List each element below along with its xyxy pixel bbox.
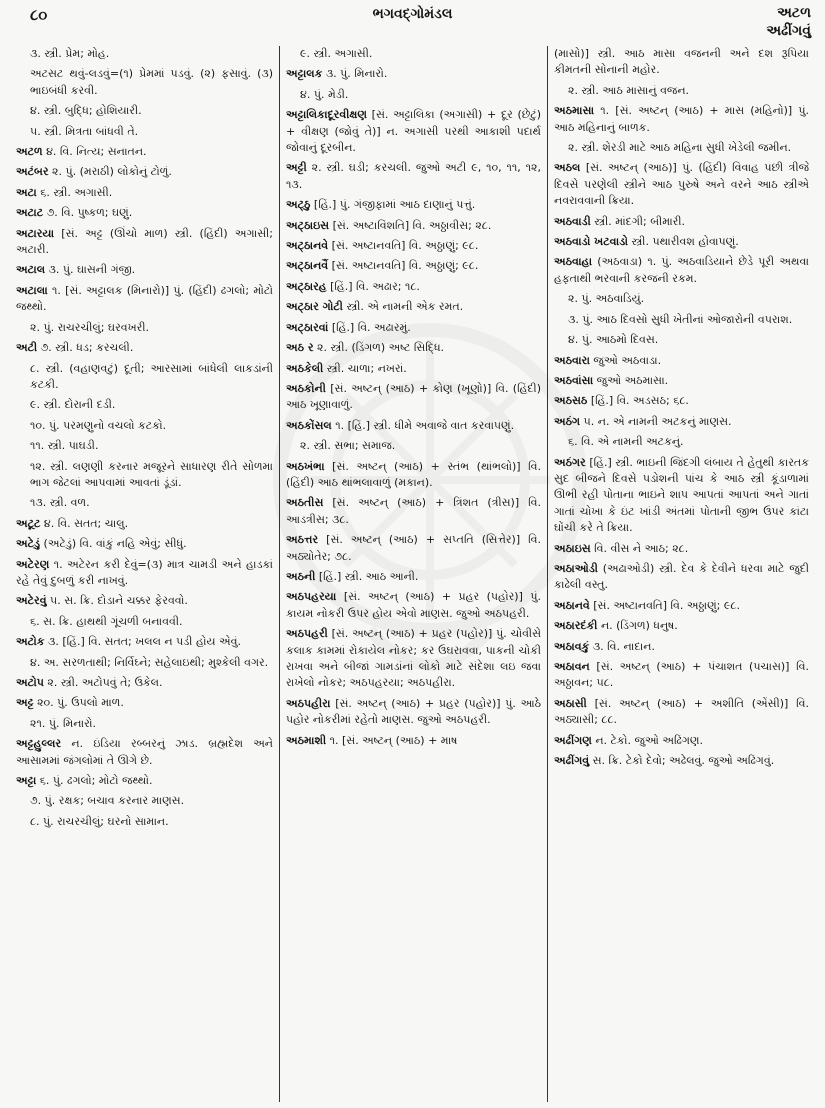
column-3 bbox=[548, 46, 815, 1102]
dictionary-entry bbox=[286, 160, 541, 193]
entry-headword: અટ્ઠાર ગોટી bbox=[286, 300, 343, 314]
column-1 bbox=[10, 46, 280, 1102]
entry-headword: અટ્ઠુ bbox=[286, 198, 311, 212]
entry-definition: [સં. અષ્ટન્ (આઠ) + પ્રહર (પહોર)] પું. આઠે પહોર નોકરીમાં રહેતો માણસ. જુઓ અઠપહરી. bbox=[286, 696, 541, 727]
page-number: ૮૦ bbox=[30, 6, 48, 24]
entry-headword: અટી bbox=[16, 341, 38, 355]
entry-definition: સ્ત્રી. એ નામની એક રમત. bbox=[342, 300, 464, 314]
dictionary-entry bbox=[286, 381, 541, 414]
entry-definition: [સં. અષ્ટન્ (આઠ) + ત્રિંશત (ત્રીસ)] વિ. આડત્રીસ; ૩૮. bbox=[286, 496, 541, 526]
dictionary-entry bbox=[554, 696, 809, 729]
dictionary-entry bbox=[16, 516, 273, 532]
dictionary-entry bbox=[16, 164, 273, 180]
entry-headword: અટ્ટાલિકાદૂરવીક્ષણ bbox=[286, 108, 367, 122]
entry-headword: અઠવાંસા bbox=[554, 373, 594, 387]
entry-definition: ૧. [સં. અટ્ટાલક (મિનારો)] પું. (હિંદી) ઢગલો; મોટો જથ્થો. bbox=[16, 283, 273, 314]
entry-headword: અઢીંગણ bbox=[554, 733, 592, 747]
guide-word-top: અટળ bbox=[777, 5, 811, 21]
entry-definition: ૭. પું. રક્ષક; બચાવ કરનાર માણસ. bbox=[30, 794, 185, 808]
entry-headword: અટેરવું bbox=[16, 594, 47, 608]
dictionary-entry bbox=[16, 205, 273, 221]
entry-definition: ૭. સ્ત્રી. ધડ; કરચલી. bbox=[37, 341, 134, 355]
entry-definition: [હિં.] વિ. અઢારમું. bbox=[328, 320, 411, 334]
entry-definition: ૨. સ્ત્રી. આઠ માસાનું વજન. bbox=[568, 83, 690, 97]
entry-definition: ૩. પું. ઘાસની ગંજી. bbox=[45, 263, 136, 277]
entry-headword: અઠની bbox=[286, 569, 316, 583]
entry-definition: ૧. [સં. અષ્ટન્ (આઠ) + માસ (મહિનો)] પું. આઠ મહિનાનું બાળક. bbox=[554, 104, 809, 134]
dictionary-entry bbox=[16, 536, 273, 552]
entry-definition: ૫. સ્ત્રી. મિત્રતા બાંધવી તે. bbox=[30, 124, 139, 138]
dictionary-entry bbox=[286, 696, 541, 729]
entry-definition: ૬. વિ. એ નામની અટકનું. bbox=[568, 435, 684, 449]
page-header bbox=[0, 0, 825, 44]
dictionary-entry bbox=[16, 614, 273, 630]
dictionary-entry bbox=[286, 495, 541, 528]
dictionary-entry bbox=[16, 634, 273, 650]
dictionary-entry bbox=[286, 459, 541, 492]
entry-headword: અઠમાશી bbox=[286, 733, 327, 747]
dictionary-entry bbox=[554, 140, 809, 156]
entry-definition: [સં. અષ્ટન્ (આઠ) + સ્તંભ (થાંભલો)] વિ. (હિંદી) આઠ થાંભલાવાળું (મકાન). bbox=[286, 459, 541, 489]
entry-headword: અટ્ટાલક bbox=[286, 67, 323, 81]
entry-definition: ૩. વિ. નાદાન. bbox=[589, 639, 655, 653]
entry-headword: અટોક bbox=[16, 635, 45, 649]
entry-headword: અઠવાડો ખટવાડો bbox=[554, 235, 628, 249]
entry-definition: ૧૧. સ્ત્રી. પાઘડી. bbox=[30, 439, 99, 453]
entry-headword: અટ્ટા bbox=[16, 774, 37, 788]
entry-headword: અઠાનવે bbox=[554, 598, 590, 612]
entry-headword: અટેડું bbox=[16, 537, 41, 551]
dictionary-entry bbox=[286, 626, 541, 692]
dictionary-entry bbox=[16, 103, 273, 119]
entry-headword: અટા bbox=[16, 185, 37, 199]
entry-definition: ૬. પું. ઢગલો; મોટો જથ્થો. bbox=[36, 774, 153, 788]
entry-definition: [સં. અષ્ટાનવતિ] વિ. અઠ્ઠાણું; ૯૮. bbox=[328, 259, 479, 273]
dictionary-entry bbox=[554, 541, 809, 557]
entry-definition: ૧૦. પું. પરમણુનો વચલો કટકો. bbox=[30, 418, 167, 432]
entry-definition: ૨. પું. રાચરચીલું; ઘરવખરી. bbox=[30, 320, 150, 334]
dictionary-entry bbox=[286, 320, 541, 336]
dictionary-entry bbox=[554, 291, 809, 307]
entry-definition: સ્ત્રી. માંદગી; બીમારી. bbox=[590, 214, 685, 228]
entry-definition: [સં. અષ્ટન્ (આઠ) + અશીતિ (એંસી)] વિ. અઠ્યાસી; ૮૮. bbox=[554, 696, 809, 727]
entry-definition: ૩. પું. આઠ દિવસો સુધી ખેતીનાં ઓજારોની વપરાશ. bbox=[568, 312, 793, 326]
dictionary-entry bbox=[554, 639, 809, 655]
entry-definition: ૩. પું. મિનારો. bbox=[322, 67, 388, 81]
dictionary-entry bbox=[16, 361, 273, 394]
entry-definition: વિ. વીસ ને આઠ; ૨૮. bbox=[590, 541, 689, 555]
entry-headword: અટાલા bbox=[16, 283, 48, 297]
entry-headword: અટેરણ bbox=[16, 557, 50, 571]
entry-headword: અઠાસી bbox=[554, 696, 587, 710]
dictionary-entry bbox=[16, 814, 273, 830]
dictionary-entry bbox=[16, 66, 273, 99]
dictionary-entry bbox=[16, 736, 273, 769]
entry-definition: ૪. પું. આઠમો દિવસ. bbox=[568, 333, 659, 347]
entry-definition: ૭. વિ. પુષ્કળ; ઘણું. bbox=[43, 206, 133, 220]
dictionary-entry bbox=[554, 332, 809, 348]
entry-definition: ૨૦. પું. ઉપલો માળ. bbox=[33, 696, 124, 710]
entry-definition: [સં. અટ્ટાલિકા (અગાસી) + દૂર (છેટું) + વીક્ષણ (જોવું તે)] ન. અગાસી પરથી આકાશી પદાર્થ જોવાનું દૂરબીન. bbox=[286, 108, 541, 155]
entry-headword: અઠવાડી bbox=[554, 214, 591, 228]
entry-headword: અટંબર bbox=[16, 165, 49, 179]
entry-headword: અઠાવન bbox=[554, 660, 590, 673]
dictionary-columns bbox=[10, 46, 815, 1102]
entry-definition: ૪. સ્ત્રી. બુદ્ધિ; હોશિયારી. bbox=[30, 104, 142, 118]
entry-headword: અઢીંગવું bbox=[554, 754, 590, 768]
entry-headword: અટ્ટહુલ્લર bbox=[16, 737, 62, 751]
dictionary-entry bbox=[554, 618, 809, 634]
entry-definition: ૬. સ. ક્રિ. હાથથી ગૂંચળી બનાવવી. bbox=[30, 614, 183, 628]
entry-definition: ૨૧. પું. મિનારો. bbox=[30, 716, 97, 730]
entry-definition: [સં. અષ્ટન્ (આઠ)] પું. (હિંદી) વિવાહ પછી ત્રીજે દિવસે પરણેલી સ્ત્રીને આઠ પુરુષે અને વરને આઠ સ્ત્રીએ નવરાવવાની ક્રિયા. bbox=[554, 161, 809, 208]
dictionary-entry bbox=[16, 144, 273, 160]
dictionary-entry bbox=[16, 46, 273, 62]
entry-headword: અટ્ઠાનવૈં bbox=[286, 259, 329, 273]
dictionary-entry bbox=[554, 598, 809, 614]
entry-definition: ન. (ડિંગળ) ધનુષ. bbox=[597, 619, 678, 633]
dictionary-entry bbox=[16, 438, 273, 454]
dictionary-entry bbox=[16, 418, 273, 434]
entry-definition: જુઓ અઠમાસા. bbox=[593, 373, 669, 387]
entry-definition: [હિં.] વિ. અઢાર; ૧૮. bbox=[326, 279, 420, 293]
dictionary-entry bbox=[554, 434, 809, 450]
dictionary-entry bbox=[554, 733, 809, 749]
entry-definition: [સં. અષ્ટન્ (આઠ) + પ્રહર (પહોર)] પું. ચોવીસે કલાક કામમાં રોકાયેલ નોકર; કર ઉઘરાવવા, પાકની ચોકી રાખવા અને બીજાં ગામડાંનાં લોકો માટે સંદેશા લઇ જવા રાખેલો નોકર; અઠપહરયા; અઠપહીરા. bbox=[286, 627, 541, 690]
entry-headword: અઠવાહા bbox=[554, 255, 593, 269]
entry-headword: અઠતીસ bbox=[286, 496, 324, 510]
entry-headword: અઠકોની bbox=[286, 381, 326, 395]
entry-definition: ૧. [હિં.] સ્ત્રી. ધીમે અવાજે વાત કરવાપણું. bbox=[331, 418, 515, 432]
entry-definition: અટસટ થવું-લડવું=(૧) પ્રેમમાં પડવું. (૨) ફસાવું. (૩) ભાઇબંધી કરવી. bbox=[30, 67, 273, 97]
entry-definition: [સં. અષ્ટન્ (આઠ) + પ્રહર (પહોર)] પું. કાયમ નોકરી ઉપર હોય એવો માણસ. જુઓ અઠપહરી. bbox=[286, 590, 541, 620]
entry-headword: અઠસઠ bbox=[554, 394, 588, 408]
dictionary-entry bbox=[16, 320, 273, 336]
column-2 bbox=[280, 46, 548, 1102]
dictionary-entry bbox=[286, 258, 541, 274]
entry-headword: અટ્ઠારવાં bbox=[286, 320, 329, 334]
dictionary-entry bbox=[16, 283, 273, 316]
dictionary-entry bbox=[16, 557, 273, 590]
entry-definition: (અઠવાડા) ૧. પું. અઠવાડિયાને છેડે પૂરી અથવા હફતાથી ભરવાની કરજની રકમ. bbox=[554, 255, 809, 285]
entry-headword: અટ્ઠાનવે bbox=[286, 239, 329, 253]
dictionary-entry bbox=[286, 238, 541, 254]
dictionary-entry bbox=[286, 733, 541, 749]
entry-headword: અટ્ટી bbox=[286, 161, 307, 175]
entry-headword: અટ્ઠાઇસ bbox=[286, 218, 330, 232]
entry-headword: અટાટ bbox=[16, 206, 44, 220]
entry-headword: અઠંગ bbox=[554, 414, 581, 428]
dictionary-entry bbox=[554, 373, 809, 389]
dictionary-entry bbox=[16, 185, 273, 201]
dictionary-entry bbox=[554, 659, 809, 692]
entry-headword: અટાલ bbox=[16, 263, 46, 277]
dictionary-entry bbox=[286, 66, 541, 82]
entry-definition: ૮. સ્ત્રી. (વહાણવટું) દૂતી; આરસામાં બાંધેલી લાકડાંની કટકી. bbox=[30, 361, 273, 391]
entry-definition: ૪. પું. મેડી. bbox=[300, 87, 349, 101]
page-title: ભગવદ્ગોમંડલ bbox=[372, 6, 453, 22]
entry-headword: અઠાઓડી bbox=[554, 561, 598, 575]
dictionary-entry bbox=[286, 532, 541, 565]
entry-definition: ૨. પું. અઠવાડિયું. bbox=[568, 292, 645, 306]
entry-definition: ૯. સ્ત્રી. અગાસી. bbox=[300, 47, 373, 60]
entry-definition: ૩. સ્ત્રી. પ્રેમ; મોહ. bbox=[30, 47, 110, 60]
dictionary-entry bbox=[554, 753, 809, 769]
entry-definition: [સં. અષ્ટન્ (આઠ) + સપ્તતિ (સિત્તેર)] વિ. અઠ્યોતેર; ૭૮. bbox=[286, 533, 541, 563]
entry-definition: [હિં.] પું. ગંજીફામાં આઠ દાણાનું પત્તું. bbox=[310, 198, 476, 212]
dictionary-entry bbox=[554, 254, 809, 287]
dictionary-entry bbox=[16, 593, 273, 609]
entry-definition: ૫. સ. ક્રિ. દોડાને ચક્કર ફેરવવો. bbox=[46, 594, 188, 608]
entry-headword: અટારયા bbox=[16, 226, 55, 240]
dictionary-entry bbox=[286, 218, 541, 234]
dictionary-entry bbox=[16, 226, 273, 259]
dictionary-entry bbox=[286, 87, 541, 103]
entry-definition: ૨. પું. (મરાઠી) લોકોનું ટોળું. bbox=[48, 165, 172, 179]
entry-headword: અઠખંભા bbox=[286, 459, 325, 473]
dictionary-entry bbox=[286, 279, 541, 295]
dictionary-entry bbox=[16, 262, 273, 278]
dictionary-entry bbox=[16, 695, 273, 711]
entry-definition: [સં. અષ્ટાવિંશતિ] વિ. અઠ્ઠાવીસ; ૨૮. bbox=[329, 218, 492, 232]
dictionary-entry bbox=[16, 773, 273, 789]
dictionary-entry bbox=[286, 438, 541, 454]
dictionary-entry bbox=[16, 495, 273, 511]
dictionary-entry bbox=[16, 124, 273, 140]
guide-word-bottom: અઢીંગવું bbox=[766, 23, 811, 39]
entry-headword: અઠારદંકી bbox=[554, 619, 598, 633]
dictionary-entry bbox=[554, 234, 809, 250]
entry-headword: અઠપહીરા bbox=[286, 696, 331, 710]
entry-headword: અઠમાસા bbox=[554, 104, 595, 118]
entry-definition: ૮. પું. રાચરચીલું; ઘરનો સામાન. bbox=[30, 814, 169, 828]
dictionary-entry bbox=[16, 655, 273, 671]
dictionary-entry bbox=[16, 459, 273, 492]
entry-headword: અટ્ટ bbox=[16, 696, 34, 710]
dictionary-entry bbox=[286, 340, 541, 356]
dictionary-entry bbox=[554, 414, 809, 430]
entry-definition: ૨. સ્ત્રી. ઘડી; કરચલી. જુઓ અટી ૯, ૧૦, ૧૧, ૧૨, ૧૩. bbox=[286, 161, 541, 191]
dictionary-entry bbox=[554, 160, 809, 209]
entry-headword: અઠકોંસલ bbox=[286, 418, 332, 432]
dictionary-entry bbox=[286, 569, 541, 585]
entry-definition: ૪. વિ. સતત; ચાલુ. bbox=[40, 516, 129, 530]
dictionary-entry bbox=[554, 393, 809, 409]
entry-headword: અઠપહરી bbox=[286, 627, 328, 641]
entry-definition: (અટેડું) વિ. વાંકું નહિ એવું; સીધું. bbox=[40, 537, 187, 551]
entry-definition: સ. ક્રિ. ટેકો દેવો; અઢેલવું. જુઓ અઢિંગવું. bbox=[589, 754, 775, 768]
entry-definition: (અઢાઓડી) સ્ત્રી. દેવ કે દેવીને ધરવા માટે જુદી કાઢેલી વસ્તુ. bbox=[554, 561, 809, 592]
entry-definition: ૧. [સં. અષ્ટન્ (આઠ) + માષ bbox=[326, 733, 458, 747]
entry-headword: અટળ bbox=[16, 145, 43, 159]
entry-definition: ન. ટેકો. જુઓ અઢિંગણ. bbox=[591, 733, 704, 747]
entry-definition: ૩. [હિં.] વિ. સતત; ખલલ ન પડી હોય એવું. bbox=[44, 635, 241, 649]
dictionary-entry bbox=[286, 418, 541, 434]
entry-definition: ન. ઇંડિયા રબ્બરનું ઝાડ. બ્રહ્મદેશ અને આસામમાં જંગલોમાં તે ઊગે છે. bbox=[16, 737, 273, 767]
entry-definition: ૯. સ્ત્રી. દોરાની દડી. bbox=[30, 398, 116, 412]
entry-definition: [હિં.] વિ. અડસઠ; ૬૮. bbox=[587, 394, 689, 408]
entry-definition: જુઓ અઠવાડા. bbox=[589, 353, 662, 367]
entry-headword: અઠાઇસ bbox=[554, 541, 591, 555]
entry-headword: અઠલ bbox=[554, 161, 581, 175]
entry-definition: ૨. સ્ત્રી. અટોપવું તે; ઉકેલ. bbox=[43, 676, 163, 689]
dictionary-entry bbox=[286, 46, 541, 62]
dictionary-entry bbox=[554, 103, 809, 136]
dictionary-entry bbox=[16, 675, 273, 691]
entry-definition: [સં. અષ્ટન્ (આઠ) + કોણ (ખૂણો)] વિ. (હિંદી) આઠ ખૂણાવાળું. bbox=[286, 381, 541, 412]
entry-definition: ૧. અટેરન કરી દેવું=(૩) માત્ર ચામડી અને હાડકાં રહે તેવું દુબળું કરી નાખવું. bbox=[16, 557, 273, 587]
dictionary-entry bbox=[554, 455, 809, 537]
entry-headword: અટોપ bbox=[16, 676, 44, 689]
entry-headword: અઠત્તર bbox=[286, 533, 319, 547]
entry-definition: ૨. સ્ત્રી. સભા; સમાજ. bbox=[300, 439, 396, 453]
entry-definition: સ્ત્રી. પથારીવશ હોવાપણું. bbox=[627, 235, 739, 249]
dictionary-entry bbox=[554, 46, 809, 79]
entry-headword: અઠ ર bbox=[286, 341, 314, 355]
entry-headword: અટૂટ bbox=[16, 516, 41, 530]
entry-definition: [સં. અષ્ટાનવતિ] વિ. અઠ્ઠાણું; ૯૮. bbox=[589, 598, 740, 612]
entry-headword: અઠવારા bbox=[554, 353, 590, 367]
entry-headword: અઠાવકું bbox=[554, 639, 590, 653]
entry-headword: અટ્ઠારહ bbox=[286, 279, 327, 293]
entry-definition: [સં. અટ્ટ (ઊંચો માળ) સ્ત્રી. (હિંદી) અગાસી; અટારી. bbox=[16, 226, 273, 257]
entry-headword: અઠપહરયા bbox=[286, 590, 337, 604]
dictionary-entry bbox=[554, 312, 809, 328]
dictionary-entry bbox=[16, 397, 273, 413]
dictionary-entry bbox=[286, 299, 541, 315]
entry-definition: [સં. અષ્ટાનવતિ] વિ. અઠ્ઠાણું; ૯૮. bbox=[328, 239, 479, 253]
dictionary-entry bbox=[16, 340, 273, 356]
entry-definition: (માસો)] સ્ત્રી. આઠ માસા વજનની અને દશ રૂપિયા કીમતની સોનાની મહોર. bbox=[554, 47, 809, 77]
entry-definition: ૪. વિ. નિત્ય; સનાતન. bbox=[42, 145, 147, 159]
dictionary-entry bbox=[286, 361, 541, 377]
guide-words bbox=[766, 4, 811, 40]
entry-definition: ૧૩. સ્ત્રી. વળ. bbox=[30, 496, 90, 510]
dictionary-entry bbox=[16, 793, 273, 809]
entry-definition: ૬. સ્ત્રી. અગાસી. bbox=[36, 185, 113, 199]
entry-definition: ૧૨. સ્ત્રી. લણણી કરનાર મજૂરને સાધારણ રીતે સોળમા ભાગ જેટલાં આપવામાં આવતાં ડૂંડાં. bbox=[30, 459, 273, 489]
entry-definition: સ્ત્રી. ચાળા; નખરાં. bbox=[323, 361, 407, 375]
entry-definition: [સં. અષ્ટન્ (આઠ) + પંચાશત (પચાસ)] વિ. અઠ્ઠાવન; ૫૮. bbox=[554, 660, 809, 690]
dictionary-entry bbox=[16, 716, 273, 732]
dictionary-entry bbox=[554, 83, 809, 99]
dictionary-entry bbox=[554, 214, 809, 230]
dictionary-entry bbox=[286, 107, 541, 156]
entry-definition: ૨. સ્ત્રી. (ડિંગળ) અષ્ટ સિદ્ધિ. bbox=[313, 341, 445, 355]
entry-definition: ૨. સ્ત્રી. શેરડી માટે આઠ મહિના સુધી ખેડેલી જમીન. bbox=[568, 141, 792, 155]
entry-headword: અઠંગર bbox=[554, 455, 586, 469]
entry-definition: ૪. અ. સરળતાથી; નિર્વિઘ્ને; સહેલાઇથી; મુશ્કેલી વગર. bbox=[30, 655, 269, 669]
dictionary-entry bbox=[554, 561, 809, 594]
dictionary-entry bbox=[286, 197, 541, 213]
entry-definition: ૫. ન. એ નામની અટકનું માણસ. bbox=[580, 414, 732, 428]
entry-definition: [હિં.] સ્ત્રી. આઠ આની. bbox=[315, 569, 419, 583]
dictionary-entry bbox=[554, 353, 809, 369]
dictionary-entry bbox=[286, 589, 541, 622]
entry-definition: [હિં.] સ્ત્રી. ભાઇની જિંદગી લંબાય તે હેતુથી કારતક સુદ બીજને દિવસે પડોશની પાંચ કે આઠ સ્ત્રી કૂંડાળામાં ઊભી રહી પોતાના ભાઇને શાપ આપતાં આપતાં અને ગાતાં ગાતાં ચોખા કે ઇંટ ખાંડી અંતમાં પોતાની જીભ ઉપર કાંટા ઘોંચી કરે તે ક્રિયા. bbox=[554, 455, 809, 535]
entry-headword: અઠકેલી bbox=[286, 361, 324, 375]
